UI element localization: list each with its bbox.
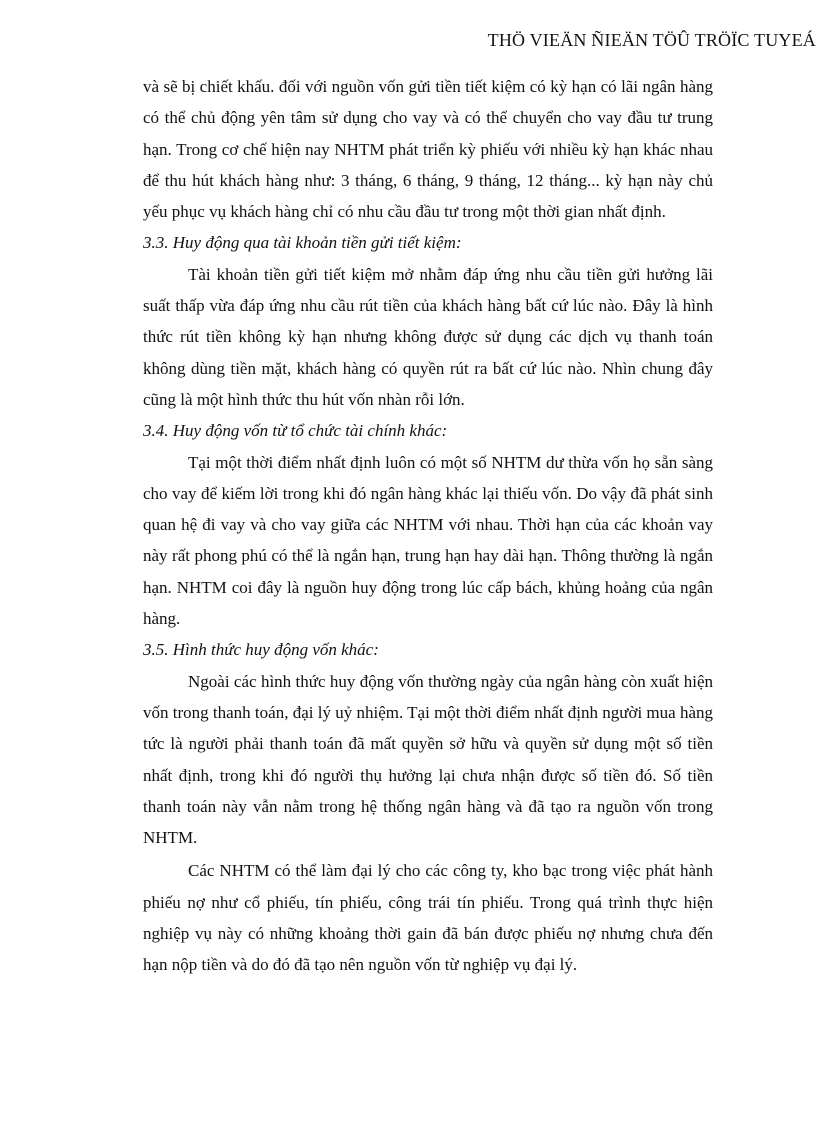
section-heading-3-5: 3.5. Hình thức huy động vốn khác: <box>143 640 379 660</box>
paragraph-agency: Các NHTM có thể làm đại lý cho các công ty, kho bạc trong việc phát hành phiếu nợ như cổ phiếu, tín phiếu, công trái tín phiếu. Trong quá trình thực hiện nghiệp vụ này có những khoảng thời gain đã bán được phiếu nợ nhưng chưa đến hạn nộp tiền và do đó đã tạo nên nguồn vốn từ nghiệp vụ đại lý. <box>143 861 713 975</box>
section-heading-3-4: 3.4. Huy động vốn từ tổ chức tài chính khác: <box>143 421 448 441</box>
paragraph-continuation: và sẽ bị chiết khấu. đối với nguồn vốn gửi tiền tiết kiệm có kỳ hạn có lãi ngân hàng có thể chủ động yên tâm sử dụng cho vay và có thể chuyển cho vay đầu tư trung hạn. Trong cơ chế hiện nay NHTM phát triển kỳ phiếu với nhiều kỳ hạn khác nhau để thu hút khách hàng như: 3 tháng, 6 tháng, 9 tháng, 12 tháng... kỳ hạn này chủ yếu phục vụ khách hàng chỉ có nhu cầu đầu tư trong một thời gian nhất định. <box>143 77 713 222</box>
paragraph-other-institutions: Tại một thời điểm nhất định luôn có một số NHTM dư thừa vốn họ sẵn sàng cho vay để kiếm lời trong khi đó ngân hàng khác lại thiếu vốn. Do vậy đã phát sinh quan hệ đi vay và cho vay giữa các NHTM với nhau. Thời hạn của các khoản vay này rất phong phú có thể là ngắn hạn, trung hạn hay dài hạn. Thông thường là ngắn hạn. NHTM coi đây là nguồn huy động trong lúc cấp bách, khủng hoảng của ngân hàng. <box>143 452 713 629</box>
section-heading-3-3: 3.3. Huy động qua tài khoản tiền gửi tiết kiệm: <box>143 233 462 253</box>
page-header: THÖ VIEÄN ÑIEÄN TÖÛ TRÖÏC TUYEÁ <box>487 30 816 50</box>
document-body <box>143 71 713 981</box>
paragraph-savings-account: Tài khoản tiền gửi tiết kiệm mở nhằm đáp ứng nhu cầu tiền gửi hưởng lãi suất thấp vừa đáp ứng nhu cầu rút tiền của khách hàng bất cứ lúc nào. Đây là hình thức rút tiền không kỳ hạn nhưng không được sử dụng các dịch vụ thanh toán không dùng tiền mặt, khách hàng có quyền rút ra bất cứ lúc nào. Nhìn chung đây cũng là một hình thức thu hút vốn nhàn rỗi lớn. <box>143 264 713 409</box>
paragraph-other-forms: Ngoài các hình thức huy động vốn thường ngày của ngân hàng còn xuất hiện vốn trong thanh toán, đại lý uỷ nhiệm. Tại một thời điểm nhất định người mua hàng tức là người phải thanh toán đã mất quyền sở hữu và quyền sử dụng một số tiền nhất định, trong khi đó người thụ hưởng lại chưa nhận được số tiền đó. Số tiền thanh toán này vẫn nằm trong hệ thống ngân hàng và đã tạo ra nguồn vốn trong NHTM. <box>143 671 713 848</box>
